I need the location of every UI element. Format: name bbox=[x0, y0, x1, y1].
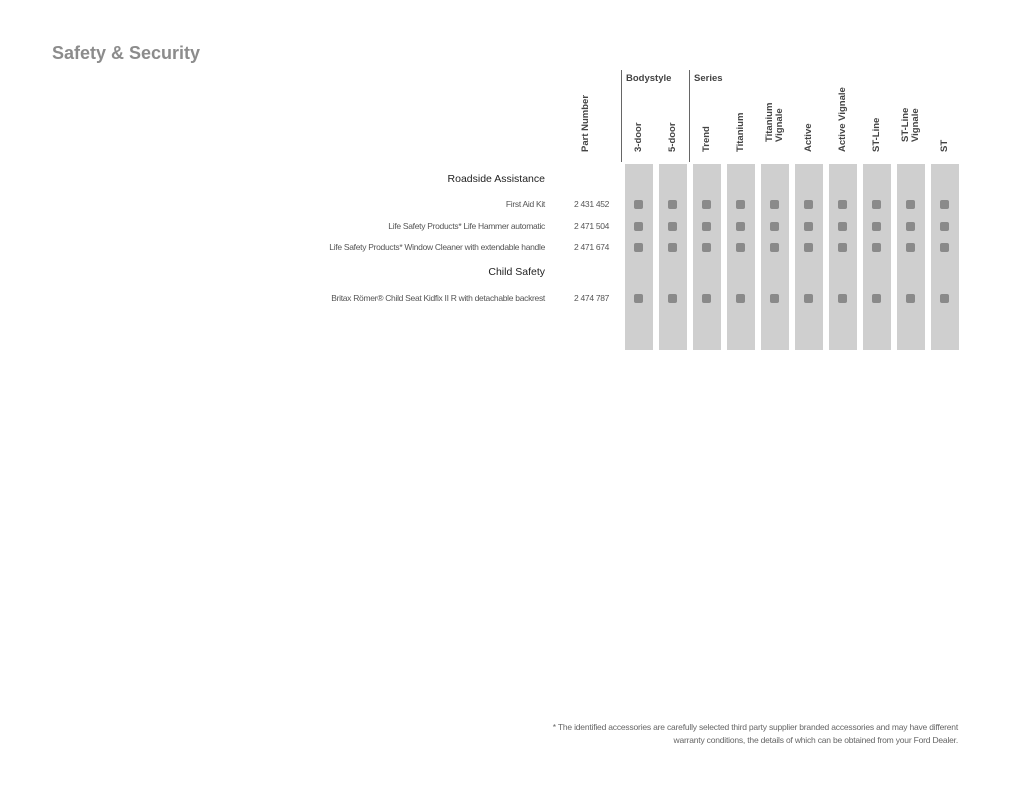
column-bar bbox=[693, 164, 721, 350]
part-number-header: Part Number bbox=[580, 94, 591, 152]
part-number: 2 471 504 bbox=[574, 221, 610, 231]
footnote: * The identified accessories are carefully selected third party supplier branded accessories and may have different warranty conditions, the details of which can be obtained from your Ford Dealer. bbox=[552, 722, 958, 745]
column-bar bbox=[761, 164, 789, 350]
availability-marker bbox=[634, 243, 643, 252]
availability-marker bbox=[634, 200, 643, 209]
item-label: First Aid Kit bbox=[505, 199, 545, 209]
column-header-st-line: ST-Line bbox=[871, 117, 882, 152]
column-header-5-door: 5-door bbox=[667, 122, 678, 152]
availability-marker bbox=[838, 222, 847, 231]
column-header-titanium: Titanium bbox=[735, 112, 746, 152]
availability-marker bbox=[702, 243, 711, 252]
availability-marker bbox=[872, 243, 881, 252]
availability-marker bbox=[906, 200, 915, 209]
availability-marker bbox=[668, 222, 677, 231]
availability-marker bbox=[770, 200, 779, 209]
availability-marker bbox=[940, 294, 949, 303]
availability-marker bbox=[872, 294, 881, 303]
part-number: 2 471 674 bbox=[574, 242, 610, 252]
column-bar bbox=[931, 164, 959, 350]
part-number: 2 431 452 bbox=[574, 199, 610, 209]
column-header-active: Active bbox=[803, 123, 814, 152]
availability-marker bbox=[940, 243, 949, 252]
column-bar bbox=[727, 164, 755, 350]
section-title-child-safety: Child Safety bbox=[488, 266, 545, 278]
availability-marker bbox=[838, 243, 847, 252]
availability-marker bbox=[770, 294, 779, 303]
availability-marker bbox=[804, 222, 813, 231]
column-header-st: ST bbox=[939, 139, 950, 152]
availability-marker bbox=[770, 243, 779, 252]
bodystyle-group-header: Bodystyle bbox=[626, 73, 672, 84]
column-header-3-door: 3-door bbox=[633, 122, 644, 152]
availability-marker bbox=[906, 294, 915, 303]
item-label: Life Safety Products* Life Hammer automatic bbox=[388, 221, 545, 231]
availability-marker bbox=[668, 243, 677, 252]
availability-marker bbox=[668, 294, 677, 303]
availability-marker bbox=[634, 294, 643, 303]
availability-marker bbox=[702, 294, 711, 303]
availability-marker bbox=[804, 243, 813, 252]
availability-marker bbox=[736, 243, 745, 252]
availability-marker bbox=[736, 222, 745, 231]
availability-marker bbox=[872, 222, 881, 231]
column-bar bbox=[795, 164, 823, 350]
availability-marker bbox=[906, 243, 915, 252]
availability-marker bbox=[770, 222, 779, 231]
availability-marker bbox=[906, 222, 915, 231]
page-title: Safety & Security bbox=[52, 43, 201, 63]
availability-marker bbox=[804, 294, 813, 303]
availability-marker bbox=[634, 222, 643, 231]
column-header-trend: Trend bbox=[701, 126, 712, 152]
column-header-st-line-vignale: ST-Line Vignale bbox=[900, 107, 921, 142]
availability-marker bbox=[940, 222, 949, 231]
column-header-titanium-vignale: Titanium Vignale bbox=[764, 102, 785, 142]
item-label: Life Safety Products* Window Cleaner with extendable handle bbox=[329, 242, 545, 252]
availability-marker bbox=[838, 294, 847, 303]
availability-marker bbox=[804, 200, 813, 209]
availability-marker bbox=[940, 200, 949, 209]
part-number: 2 474 787 bbox=[574, 293, 610, 303]
series-group-rule bbox=[689, 70, 690, 162]
column-bar bbox=[659, 164, 687, 350]
availability-marker bbox=[736, 294, 745, 303]
availability-marker bbox=[736, 200, 745, 209]
column-header-active-vignale: Active Vignale bbox=[837, 87, 848, 152]
column-bar bbox=[625, 164, 653, 350]
bodystyle-group-rule bbox=[621, 70, 622, 162]
item-label: Britax Römer® Child Seat Kidfix II R with detachable backrest bbox=[331, 293, 545, 303]
availability-marker bbox=[872, 200, 881, 209]
section-title-roadside-assistance: Roadside Assistance bbox=[447, 173, 545, 185]
column-bar bbox=[863, 164, 891, 350]
availability-marker bbox=[668, 200, 677, 209]
series-group-header: Series bbox=[694, 73, 723, 84]
availability-marker bbox=[702, 222, 711, 231]
availability-marker bbox=[838, 200, 847, 209]
availability-marker bbox=[702, 200, 711, 209]
column-bar bbox=[829, 164, 857, 350]
column-bar bbox=[897, 164, 925, 350]
